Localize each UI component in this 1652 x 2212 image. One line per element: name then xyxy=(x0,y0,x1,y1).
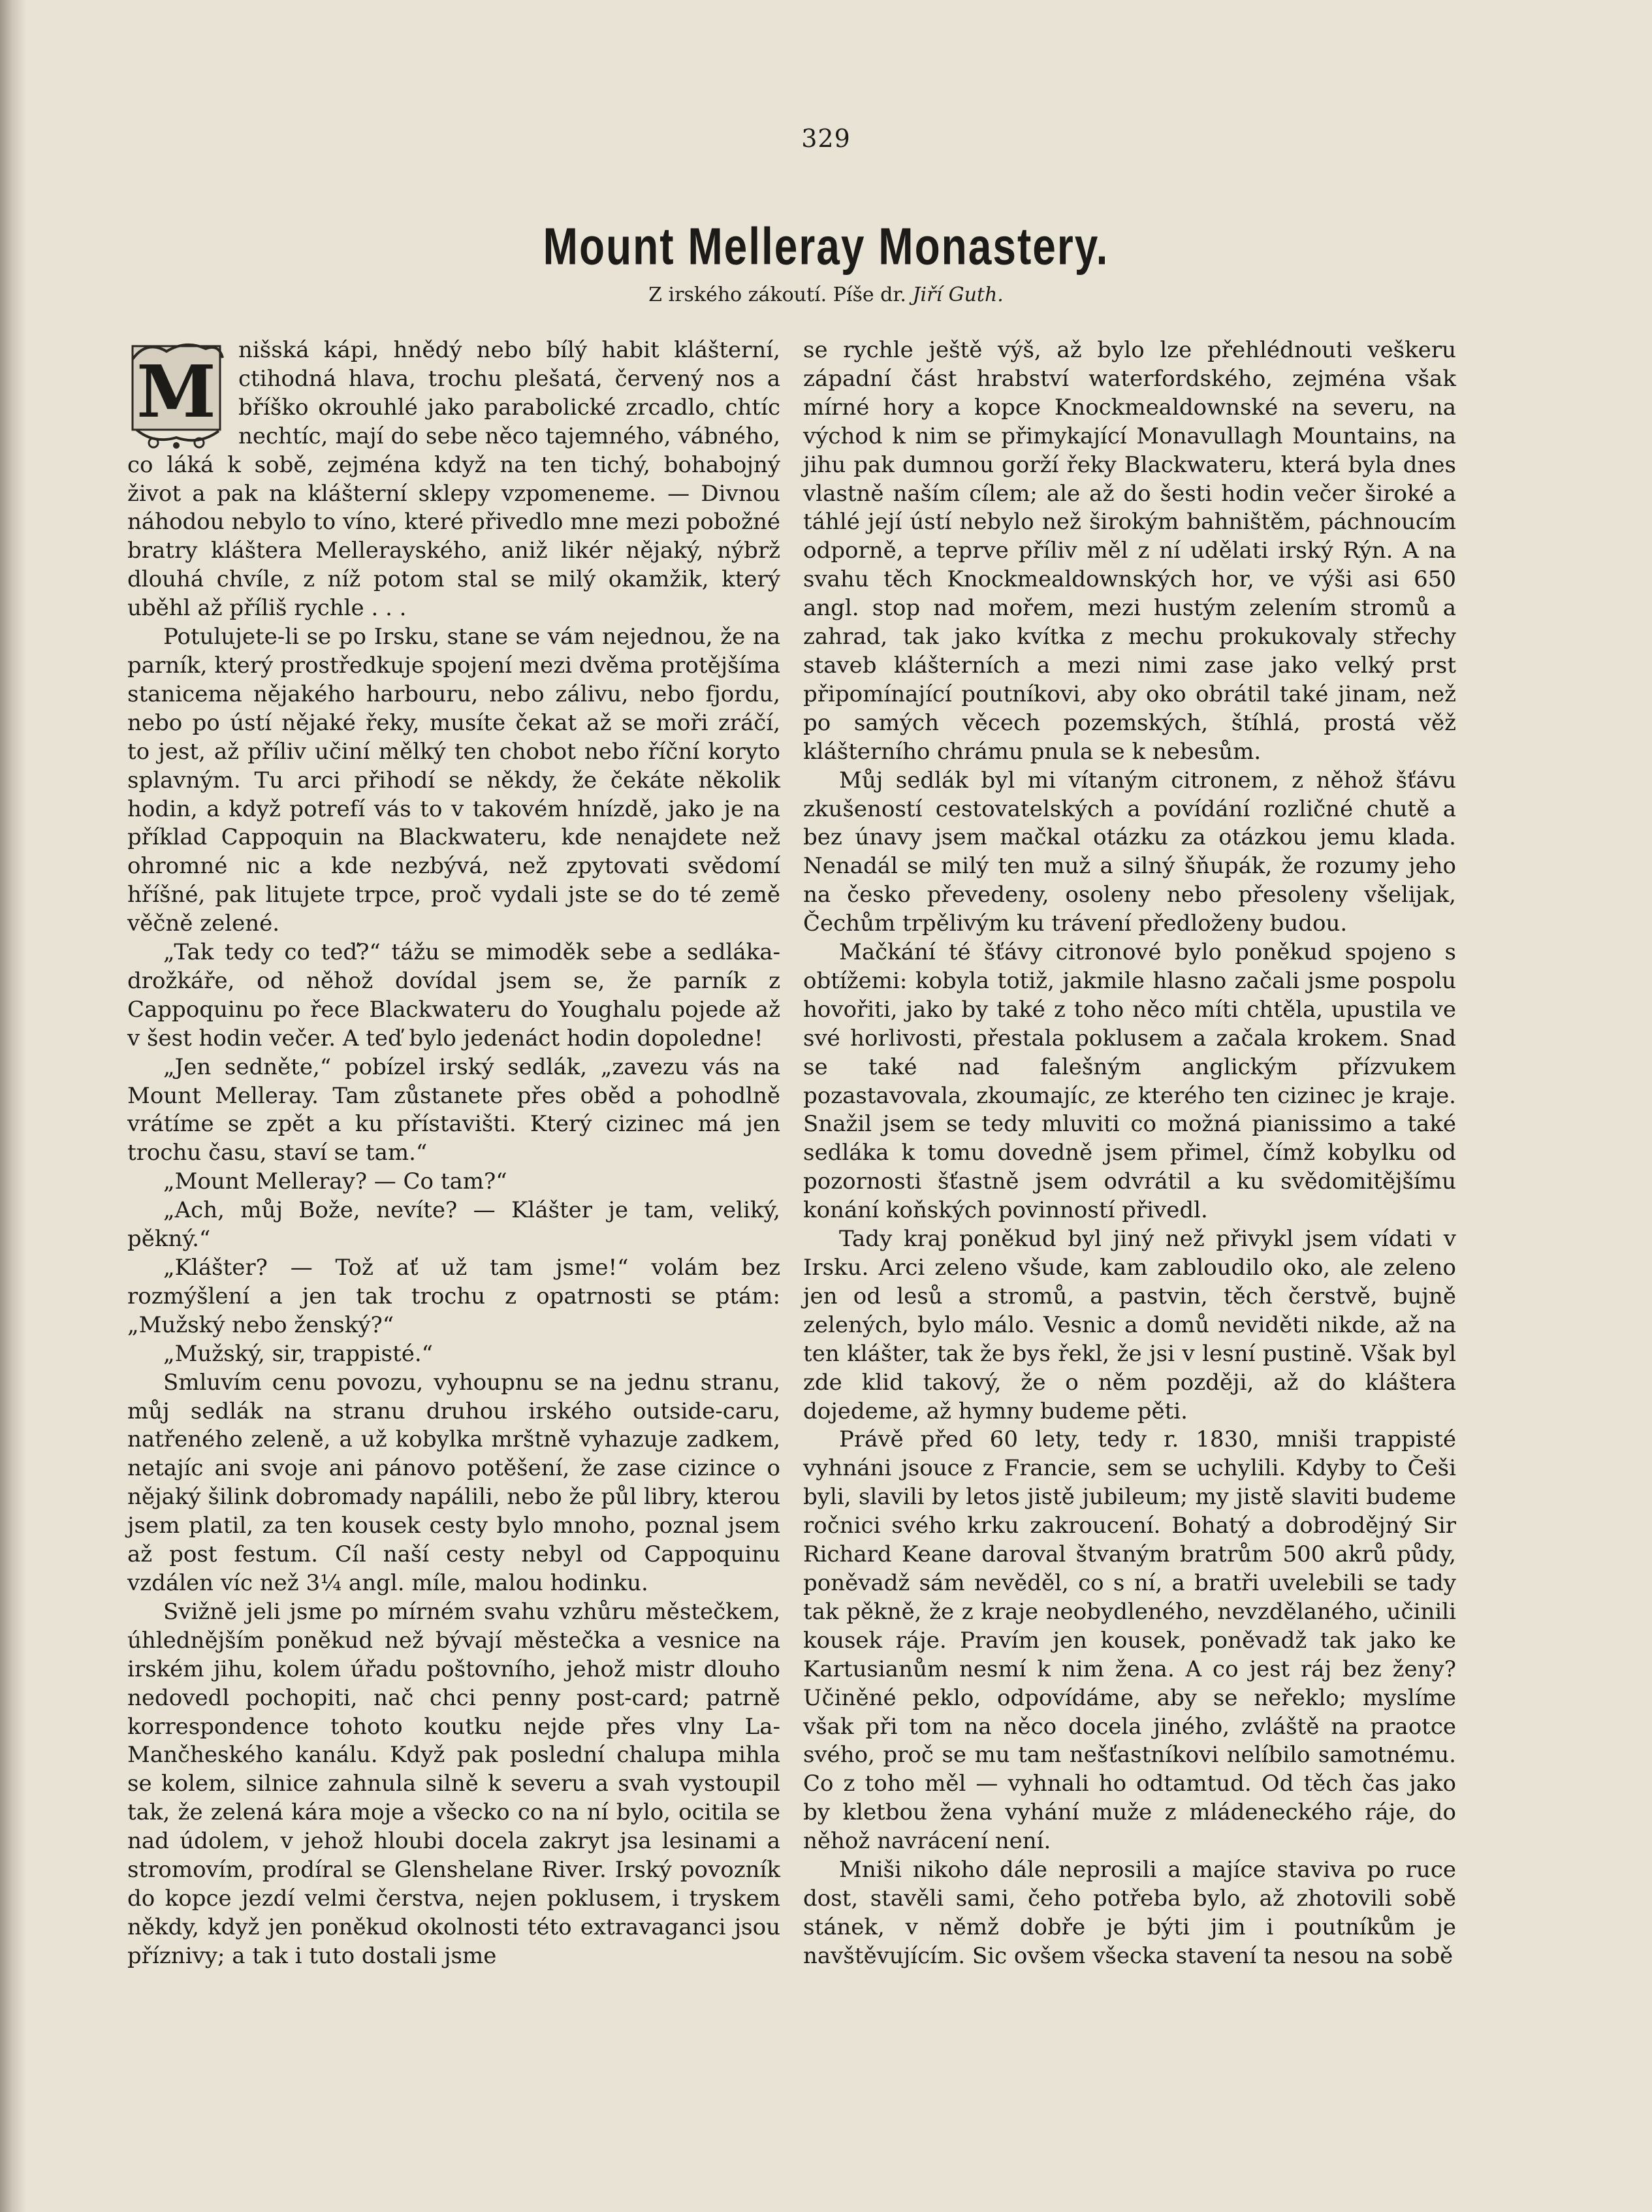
left-column xyxy=(127,336,780,1971)
dropcap-ornament-icon xyxy=(127,340,225,451)
left-paragraph-3: „Tak tedy co teď?“ tážu se mimoděk sebe a sedláka-drožkáře, od něhož dovídal jsem se, že parník z Cappoquinu po řece Blackwateru do Youghalu pojede až v šest hodin večer. A teď bylo jedenáct hodin dopoledne! xyxy=(127,939,780,1051)
right-paragraph-1: se rychle ještě výš, až bylo lze přehlédnouti veškeru západní část hrabství waterfordského, zejména však mírné hory a kopce Knockmealdownské na severu, na východ k nim se přimykající Monavullagh Mountains, na jihu pak dumnou gorží řeky Blackwateru, která byla dnes vlastně naším cílem; ale až do šesti hodin večer široké a táhlé její ústí nebylo než širokým bahništěm, páchnoucím odporně, a teprve příliv měl z ní udělati irský Rýn. A na svahu těch Knockmealdownských hor, ve výši asi 650 angl. stop nad mořem, mezi hustým zelením stromů a zahrad, tak jako kvítka z mechu prokukovaly střechy staveb klášterních a mezi nimi zase jako velký prst připomínající poutníkovi, aby oko obrátil také jinam, než po samých věcech pozemských, štíhlá, prostá věž klášterního chrámu pnula se k nebesům. xyxy=(803,337,1456,765)
subtitle-prefix: Z irského zákoutí. Píše dr. xyxy=(648,283,906,306)
left-paragraph-10: Svižně jeli jsme po mírném svahu vzhůru městečkem, úhlednějším poněkud než bývají městečka a vesnice na irském jihu, kolem úřadu poštovního, jehož mistr dlouho nedovedl pochopiti, nač chci penny post-card; patrně korrespondence tohoto koutku nejde přes vlny La-Mančheského kanálu. Když pak poslední chalupa mihla se kolem, silnice zahnula silně k severu a svah vystoupil tak, že zelená kára moje a všecko co na ní bylo, ocitila se nad údolem, v jehož hloubi docela zakryt jsa lesinami a stromovím, prodíral se Glenshelane River. Irský povozník do kopce jezdí velmi čerstva, nejen poklusem, i tryskem někdy, když jen poněkud okolnosti této extravaganci jsou příznivy; a tak i tuto dostali jsme xyxy=(127,1598,780,1969)
right-paragraph-4: Tady kraj poněkud byl jiný než přivykl jsem vídati v Irsku. Arci zeleno všude, kam zabloudilo oko, ale zeleno jen od lesů a stromů, a pastvin, těch čerstvě, bujně zelených, bylo málo. Vesnic a domů neviděti nikde, až na ten klášter, tak že bys řekl, že jsi v lesní pustině. Však byl zde klid takový, že o něm později, až do kláštera dojedeme, až hymny budeme pěti. xyxy=(803,1226,1456,1424)
dropcap-letter: M xyxy=(136,349,216,434)
left-paragraph-2: Potulujete-li se po Irsku, stane se vám nejednou, že na parník, který prostředkuje spojení mezi dvěma protějšíma stanicema nějakého harbouru, nebo zálivu, nebo fjordu, nebo po ústí nějaké řeky, musíte čekat až se moři zráčí, to jest, až příliv učiní mělký ten chobot nebo říční koryto splavným. Tu arci přihodí se někdy, že čekáte několik hodin, a když potrefí vás to v takovém hnízdě, jako je na příklad Cappoquin na Blackwateru, kde nenajdete než ohromné nic a kde nezbývá, než zpytovati svědomí hříšné, pak litujete trpce, proč vydali jste se do té země věčně zelené. xyxy=(127,624,780,937)
article-subtitle xyxy=(0,283,1652,306)
article-title: Mount Melleray Monastery. xyxy=(543,217,1109,276)
right-paragraph-2: Můj sedlák byl mi vítaným citronem, z něhož šťávu zkušeností cestovatelských a povídání rozličné chutě a bez únavy jsem mačkal otázku za otázkou jemu klada. Nenadál se milý ten muž a silný šňupák, že rozumy jeho na česko převedeny, osoleny nebo přesoleny všelijak, Čechům trpělivým ku trávení předloženy budou. xyxy=(803,767,1456,937)
ornamental-dropcap xyxy=(127,340,225,451)
left-paragraph-1: nišská kápi, hnědý nebo bílý habit klášterní, ctihodná hlava, trochu plešatá, červený nos a bříško okrouhlé jako parabolické zrcadlo, chtíc nechtíc, mají do sebe něco tajemného, vábného, co láká k sobě, zejména když na ten tichý, bohabojný život a pak na klášterní sklepy vzpomeneme. — Divnou náhodou nebylo to víno, které přivedlo mne mezi pobožné bratry kláštera Mellerayského, aniž likér nějaký, nýbrž dlouhá chvíle, z níž potom stal se milý okamžik, který uběhl až příliš rychle . . . xyxy=(127,337,780,622)
page-number: 329 xyxy=(801,124,851,153)
left-paragraph-9: Smluvím cenu povozu, vyhoupnu se na jednu stranu, můj sedlák na stranu druhou irského outside-caru, natřeného zeleně, a už kobylka mrštně vyhazuje zadkem, netajíc ani svoje ani pánovo potěšení, že zase cizince o nějaký šilink dobromady napálili, nebo že půl libry, kterou jsem platil, za ten kousek cesty bylo mnoho, poznal jsem až post festum. Cíl naší cesty nebyl od Cappoquinu vzdálen víc než 3¼ angl. míle, malou hodinku. xyxy=(127,1369,780,1596)
right-paragraph-5: Právě před 60 lety, tedy r. 1830, mniši trappisté vyhnáni jsouce z Francie, sem se uchylili. Kdyby to Češi byli, slavili by letos jistě jubileum; my jistě slaviti budeme ročnici svého krku zakroucení. Bohatý a dobrodějný Sir Richard Keane daroval štvaným bratrům 500 akrů půdy, poněvadž sám nevěděl, co s ní, a bratři uvelebili se tady tak pěkně, že z kraje neobydleného, nevzdělaného, učinili kousek ráje. Pravím jen kousek, poněvadž tak jako ke Kartusianům nesmí k nim žena. A co jest ráj bez ženy? Učiněné peklo, odpovídáme, aby se neřeklo; myslíme však při tom na něco docela jiného, zvláště na praotce svého, proč se mu tam nešťastníkovi nelíbilo samotnému. Co z toho měl — vyhnali ho odtamtud. Od těch čas jako by kletbou žena vyhání muže z mládeneckého ráje, do něhož navrácení není. xyxy=(803,1426,1456,1855)
left-paragraph-8: „Mužský, sir, trappisté.“ xyxy=(163,1340,434,1367)
subtitle-author: Jiří Guth. xyxy=(912,283,1004,306)
right-paragraph-3: Mačkání té šťávy citronové bylo poněkud spojeno s obtížemi: kobyla totiž, jakmile hlasno začali jsme pospolu hovořiti, jako by také z toho něco míti chtěla, upustila ve své horlivosti, přestala poklusem a začala krokem. Snad se také nad falešným anglickým přízvukem pozastavovala, zkoumajíc, ze kterého ten cizinec je kraje. Snažil jsem se tedy mluviti co možná pianissimo a také sedláka k tomu dovedně jsem přimel, čímž kobylku od pozornosti šťastně jsem odvrátil a ku svědomitějšímu konání koňských povinností přivedl. xyxy=(803,939,1456,1224)
left-paragraph-5: „Mount Melleray? — Co tam?“ xyxy=(163,1168,507,1195)
right-paragraph-6: Mniši nikoho dále neprosili a majíce staviva po ruce dost, stavěli sami, čeho potřeba bylo, až zhotovili sobě stánek, v němž dobře je býti jim i poutníkům je navštěvujícím. Sic ovšem všecka stavení ta nesou na sobě xyxy=(803,1857,1456,1969)
left-paragraph-7: „Klášter? — Tož ať už tam jsme!“ volám bez rozmýšlení a jen tak trochu z opatrnosti se ptám: „Mužský nebo ženský?“ xyxy=(127,1255,780,1338)
page-binding-shadow xyxy=(0,0,26,2212)
right-column xyxy=(803,336,1456,1971)
left-paragraph-4: „Jen sedněte,“ pobízel irský sedlák, „zavezu vás na Mount Melleray. Tam zůstanete přes oběd a pohodlně vrátíme se zpět a ku přístavišti. Který cizinec má jen trochu času, staví se tam.“ xyxy=(127,1053,780,1166)
left-paragraph-6: „Ach, můj Bože, nevíte? — Klášter je tam, veliký, pěkný.“ xyxy=(127,1197,780,1253)
